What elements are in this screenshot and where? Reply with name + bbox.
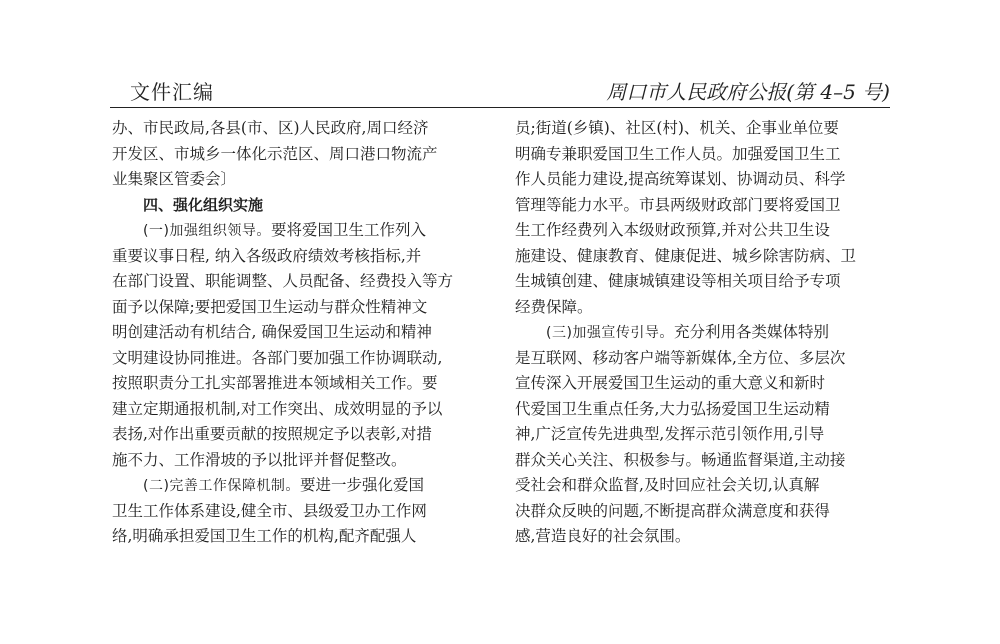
text-line: 络,明确承担爱国卫生工作的机构,配齐配强人 xyxy=(112,527,417,545)
text-line: 施建设、健康教育、健康促进、城乡除害防病、卫 xyxy=(515,246,857,265)
text-line: 神,广泛宣传先进典型,发挥示范引领作用,引导 xyxy=(515,425,825,443)
paragraph-start-line xyxy=(112,218,490,244)
text-line: 重要议事日程, 纳入各级政府绩效考核指标,并 xyxy=(112,246,422,265)
body-text: 要进一步强化爱国 xyxy=(299,476,424,494)
subsection-label: (一)加强组织领导。 xyxy=(143,223,271,239)
text-line: 明确专兼职爱国卫生工作人员。加强爱国卫生工 xyxy=(515,144,841,163)
paragraph-start-line xyxy=(112,473,490,499)
text-line: 在部门设置、职能调整、人员配备、经费投入等方 xyxy=(112,272,454,290)
publication-title: 周口市人民政府公报(第 4–5 号) xyxy=(606,80,890,104)
text-line: 受社会和群众监督,及时回应社会关切,认真解 xyxy=(515,476,820,494)
text-line: 决群众反映的问题,不断提高群众满意度和获得 xyxy=(515,501,830,520)
left-column xyxy=(112,116,490,550)
text-line: 开发区、市城乡一体化示范区、周口港口物流产 xyxy=(112,144,438,163)
right-column xyxy=(515,116,893,550)
text-line: 是互联网、移动客户端等新媒体,全方位、多层次 xyxy=(515,348,846,367)
text-line: 管理等能力水平。市县两级财政部门要将爱国卫 xyxy=(515,195,841,214)
text-line: 群众关心关注、积极参与。畅通监督渠道,主动接 xyxy=(515,450,846,469)
text-line: 面予以保障;要把爱国卫生运动与群众性精神文 xyxy=(112,297,428,316)
section-heading: 四、强化组织实施 xyxy=(143,195,264,214)
subsection-label: (二)完善工作保障机制。 xyxy=(143,478,300,494)
text-line: 生城镇创建、健康城镇建设等相关项目给予专项 xyxy=(515,272,841,290)
text-line: 代爱国卫生重点任务,大力弘扬爱国卫生运动精 xyxy=(515,399,830,418)
text-line: 作人员能力建设,提高统筹谋划、协调动员、科学 xyxy=(515,170,846,188)
body-text: 充分利用各类媒体特别 xyxy=(673,323,829,341)
text-line: 生工作经费列入本级财政预算,并对公共卫生设 xyxy=(515,221,830,239)
text-line: 卫生工作体系建设,健全市、县级爱卫办工作网 xyxy=(112,501,427,520)
text-line: 办、市民政局,各县(市、区)人民政府,周口经济 xyxy=(112,119,429,137)
section-title: 文件汇编 xyxy=(130,80,214,104)
text-line: 宣传深入开展爱国卫生运动的重大意义和新时 xyxy=(515,374,826,392)
text-line: 员;街道(乡镇)、社区(村)、机关、企事业单位要 xyxy=(515,119,839,137)
text-line: 经费保障。 xyxy=(515,297,593,316)
body-text: 要将爱国卫生工作列入 xyxy=(270,221,426,239)
text-line: 业集聚区管委会〕 xyxy=(112,170,237,188)
text-line: 按照职责分工扎实部署推进本领域相关工作。要 xyxy=(112,374,438,392)
text-line: 明创建活动有机结合, 确保爱国卫生运动和精神 xyxy=(112,323,432,341)
subsection-label: (三)加强宣传引导。 xyxy=(546,325,674,341)
header-divider xyxy=(110,107,890,108)
text-line: 建立定期通报机制,对工作突出、成效明显的予以 xyxy=(112,399,443,418)
text-line: 施不力、工作滑坡的予以批评并督促整改。 xyxy=(112,450,407,469)
text-line: 表扬,对作出重要贡献的按照规定予以表彰,对措 xyxy=(112,425,432,443)
text-line: 感,营造良好的社会氛围。 xyxy=(515,527,691,545)
text-line: 文明建设协同推进。各部门要加强工作协调联动, xyxy=(112,348,443,367)
paragraph-start-line xyxy=(515,320,893,346)
